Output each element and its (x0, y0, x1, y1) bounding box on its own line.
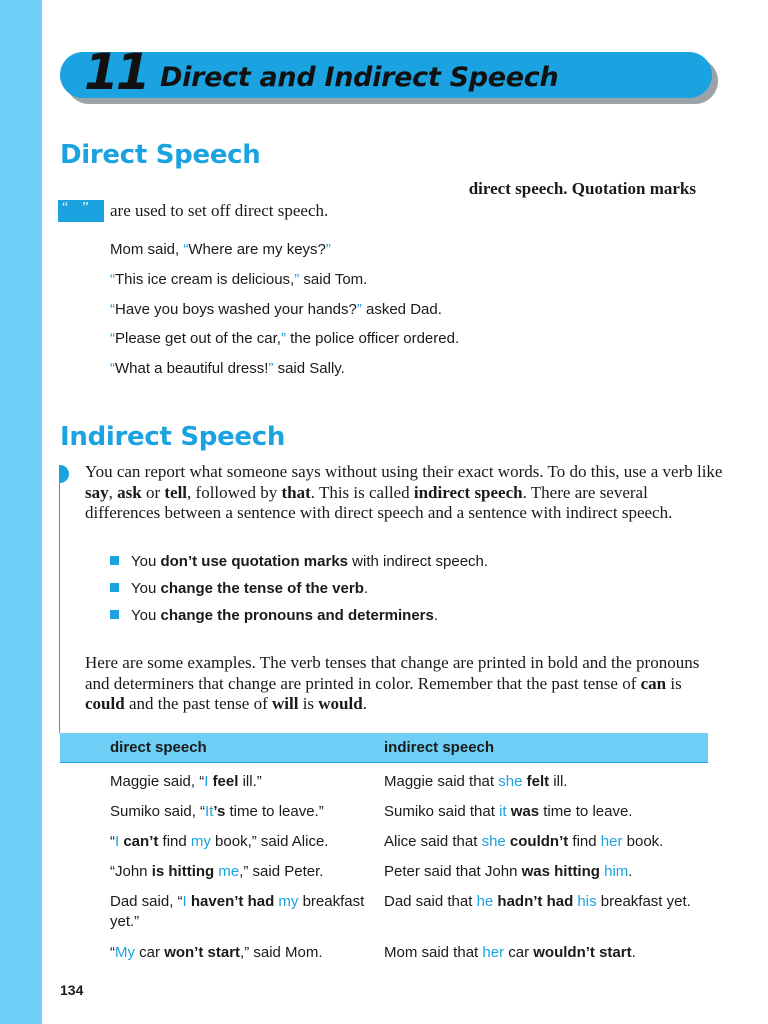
changed-pronoun: he (476, 893, 494, 910)
changed-verb: wouldn’t start (533, 944, 632, 961)
cell-text: car (504, 944, 534, 961)
open-quote-mark: “ (110, 330, 115, 347)
paragraph-text: . (362, 694, 367, 713)
cell-text: Maggie said, “ (110, 773, 205, 790)
cell-text: Dad said that (384, 893, 477, 910)
open-quote-mark: “ (110, 301, 115, 318)
direct-speech-example (110, 301, 442, 318)
changed-verb: feel (212, 773, 239, 790)
changed-verb: was hitting (521, 863, 600, 880)
bold-term: that (281, 482, 311, 502)
quotation-marks-box (58, 200, 104, 222)
quotation-marks-text: are used to set off direct speech. (110, 201, 329, 220)
direct-speech-column-header: direct speech (110, 739, 207, 756)
changed-pronoun: my (190, 833, 211, 850)
indirect-speech-cell (384, 943, 714, 963)
cell-text: Dad said, “ (110, 893, 183, 910)
changed-pronoun: It (205, 803, 214, 820)
direct-speech-cell (110, 802, 378, 822)
bullet-text: . (433, 607, 439, 624)
left-margin-stripe (0, 0, 42, 1024)
changed-verb: felt (526, 773, 550, 790)
bullet-text: You (131, 607, 161, 624)
open-quote-mark: “ (183, 241, 189, 258)
cell-text: ill. (549, 773, 568, 790)
changed-verb: was (510, 803, 540, 820)
paragraph-text: and the past tense of (124, 694, 272, 713)
bullet-emphasis: don’t use quotation marks (160, 553, 348, 570)
direct-speech-example (110, 271, 367, 288)
close-quote-mark: ” (280, 330, 286, 347)
direct-speech-fragment: direct speech. Quotation marks (468, 179, 696, 198)
cell-text: ill.” (238, 773, 262, 790)
cell-text: breakfast yet.” (110, 893, 365, 930)
cell-text: . (631, 944, 636, 961)
changed-pronoun: I (182, 893, 187, 910)
cell-text: breakfast yet. (596, 893, 691, 910)
direct-speech-cell (110, 862, 378, 882)
cell-text: “ (110, 833, 115, 850)
bullet-text: with indirect speech. (348, 553, 489, 570)
changed-pronoun: My (115, 944, 135, 961)
section-rule (59, 483, 60, 733)
cell-text: Sumiko said that (384, 803, 500, 820)
cell-text: “John (110, 863, 152, 880)
bold-term: say (85, 482, 109, 502)
section-marker-tab (59, 465, 69, 483)
direct-speech-heading: Direct Speech (60, 140, 261, 170)
cell-text: “ (110, 944, 115, 961)
example-quote-text: This ice cream is delicious, (115, 271, 295, 288)
cell-text: find (568, 833, 601, 850)
indirect-speech-cell (384, 892, 714, 912)
paragraph-text: , followed by (187, 482, 282, 502)
bold-term: ask (117, 482, 142, 502)
example-trail-text: said Sally. (273, 360, 345, 377)
paragraph-text: You can report what someone says without using their exact words. To do this, use a verb like (85, 462, 723, 481)
bullet-item (110, 607, 438, 624)
direct-speech-cell (110, 943, 378, 963)
page-number: 134 (60, 982, 84, 998)
changed-pronoun: her (600, 833, 623, 850)
paragraph-text: is (298, 694, 319, 713)
cell-text: book. (622, 833, 664, 850)
cell-text: Alice said that (384, 833, 482, 850)
bullet-item (110, 553, 488, 570)
close-quote-mark: ” (294, 271, 300, 288)
example-quote-text: Have you boys washed your hands? (115, 301, 357, 318)
close-quote-mark: ” (268, 360, 274, 377)
bold-term: can (640, 673, 667, 693)
cell-text: ,” said Mom. (240, 944, 323, 961)
changed-pronoun: she (481, 833, 506, 850)
cell-text: Mom said that (384, 944, 483, 961)
cell-text: . (628, 863, 633, 880)
bullet-text: You (131, 553, 161, 570)
cell-text: time to leave. (539, 803, 633, 820)
changed-verb: hadn’t had (497, 893, 574, 910)
direct-speech-example (110, 360, 345, 377)
changed-verb: can’t (123, 833, 159, 850)
changed-pronoun: me (218, 863, 240, 880)
indirect-speech-intro (85, 462, 725, 524)
bullet-text: You (131, 580, 161, 597)
indirect-speech-cell (384, 772, 714, 792)
changed-pronoun: her (482, 944, 505, 961)
changed-verb: is hitting (151, 863, 215, 880)
indirect-speech-cell (384, 802, 714, 822)
cell-text: ,” said Peter. (239, 863, 324, 880)
direct-speech-example (110, 241, 331, 258)
table-header-rule (60, 762, 708, 763)
bullet-emphasis: change the tense of the verb (160, 580, 364, 597)
open-quote-mark: “ (110, 360, 115, 377)
changed-verb: won’t start (164, 944, 241, 961)
paragraph-text: , (108, 482, 118, 502)
cell-text: time to leave.” (225, 803, 324, 820)
examples-intro (85, 653, 725, 715)
bullet-square-icon (110, 556, 119, 565)
changed-pronoun: I (115, 833, 120, 850)
close-quote-mark: ” (325, 241, 331, 258)
bold-term: will (271, 694, 299, 713)
changed-verb: couldn’t (509, 833, 569, 850)
changed-verb: haven’t had (190, 893, 275, 910)
bullet-item (110, 580, 368, 597)
example-trail-text: asked Dad. (361, 301, 442, 318)
chapter-title: Direct and Indirect Speech (160, 62, 559, 93)
changed-pronoun: my (278, 893, 299, 910)
indirect-speech-cell (384, 862, 714, 882)
open-quote-glyph: “ (62, 200, 69, 215)
changed-pronoun: him (604, 863, 629, 880)
bullet-square-icon (110, 583, 119, 592)
direct-speech-cell (110, 772, 378, 792)
paragraph-text: . There are several differences between a sentence with direct speech and a sentence with indirect speech. (85, 482, 673, 522)
bold-term: could (85, 694, 125, 713)
changed-verb: ’s (213, 803, 226, 820)
cell-text: Peter said that John (384, 863, 522, 880)
cell-text: Sumiko said, “ (110, 803, 206, 820)
open-quote-mark: “ (110, 271, 115, 288)
example-quote-text: Please get out of the car, (115, 330, 281, 347)
bold-term: tell (164, 482, 188, 502)
example-quote-text: Where are my keys? (188, 241, 326, 258)
bullet-emphasis: change the pronouns and determiners (160, 607, 434, 624)
indirect-speech-heading: Indirect Speech (60, 422, 286, 452)
changed-pronoun: I (204, 773, 209, 790)
bullet-text: . (363, 580, 369, 597)
direct-speech-example (110, 330, 459, 347)
changed-pronoun: his (577, 893, 597, 910)
indirect-speech-column-header: indirect speech (384, 739, 495, 756)
direct-speech-cell (110, 832, 378, 852)
cell-text: Maggie said that (384, 773, 499, 790)
direct-speech-cell (110, 892, 378, 932)
chapter-number: 11 (84, 43, 148, 101)
changed-pronoun: it (499, 803, 507, 820)
example-quote-text: What a beautiful dress! (115, 360, 269, 377)
close-quote-mark: ” (356, 301, 362, 318)
cell-text: book,” said Alice. (210, 833, 329, 850)
changed-pronoun: she (498, 773, 523, 790)
bullet-square-icon (110, 610, 119, 619)
paragraph-text: or (141, 482, 165, 502)
paragraph-text: . This is called (310, 482, 414, 502)
cell-text: car (135, 944, 165, 961)
example-lead-text: Mom said, (110, 241, 184, 258)
example-trail-text: said Tom. (299, 271, 368, 288)
indirect-speech-cell (384, 832, 714, 852)
bold-term: indirect speech (413, 482, 523, 502)
close-quote-glyph: ” (82, 200, 89, 215)
bold-term: would (318, 694, 363, 713)
example-trail-text: the police officer ordered. (285, 330, 460, 347)
cell-text: find (158, 833, 191, 850)
paragraph-text: Here are some examples. The verb tenses that change are printed in bold and the pronouns and determiners that change are printed in color. Remember that the past tense of (85, 653, 700, 693)
paragraph-text: is (666, 673, 682, 693)
